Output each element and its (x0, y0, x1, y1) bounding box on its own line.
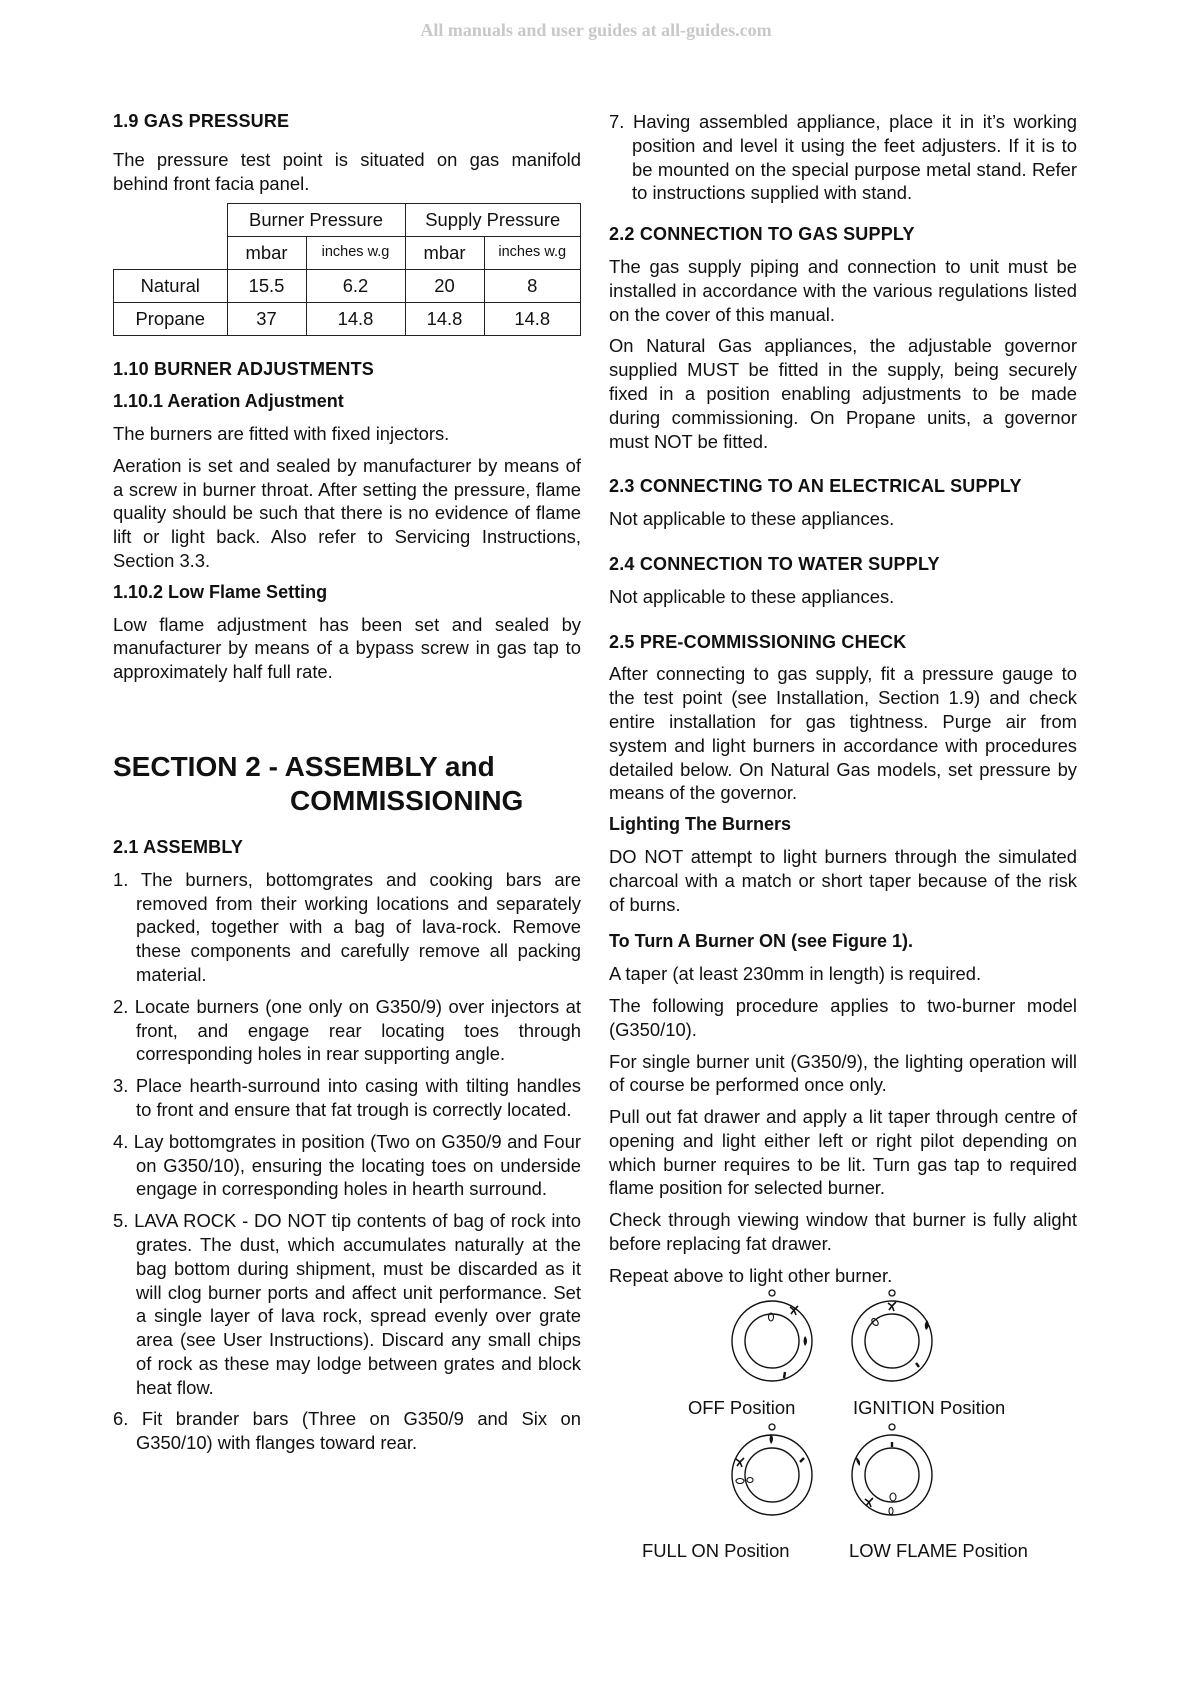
assembly-heading: 2.1 ASSEMBLY (113, 836, 244, 857)
turn-on-paragraph: Check through viewing window that burner is fully alight before replacing fat drawer. (609, 1209, 1077, 1255)
right-column (609, 110, 1077, 1578)
table-group-header-row (114, 204, 581, 237)
precommissioning-heading: 2.5 PRE-COMMISSIONING CHECK (609, 631, 907, 652)
electrical-heading: 2.3 CONNECTING TO AN ELECTRICAL SUPPLY (609, 476, 1022, 497)
section-title-line: COMMISSIONING (290, 784, 524, 816)
gas-supply-paragraph: The gas supply piping and connection to unit must be installed in accordance with the various regulations listed on the cover of this manual. (609, 255, 1077, 325)
aeration-paragraph: Aeration is set and sealed by manufacturer by means of a screw in burner throat. After setting the pressure, flame quality should be such that there is no evidence of flame lift or light back. Also refer to Servicing Instructions, Section 3.3. (113, 454, 581, 571)
full-on-position-label: FULL ON Position (642, 1539, 790, 1561)
list-item: 7. Having assembled appliance, place it in it’s working position and level it using the feet adjusters. If it is to be mounted on the special purpose metal stand. Refer to instructions supplied with stand. (609, 111, 1077, 204)
table-cell: 14.8 (484, 303, 581, 336)
ignition-position-label: IGNITION Position (853, 1396, 1006, 1418)
gas-supply-paragraph: On Natural Gas appliances, the adjustable governor supplied MUST be fitted in the supply, being securely fixed in a position enabling adjustments to be made during commissioning. On Propane units, a governor must NOT be fitted. (609, 335, 1077, 452)
table-cell: 14.8 (405, 303, 484, 336)
turn-on-paragraph: A taper (at least 230mm in length) is required. (609, 963, 982, 985)
electrical-paragraph: Not applicable to these appliances. (609, 508, 895, 530)
ignition-position-knob-icon (847, 1288, 937, 1384)
gas-type-cell: Propane (114, 303, 228, 336)
low-flame-paragraph: Low flame adjustment has been set and sealed by manufacturer by means of a bypass screw in gas tap to approximately half full rate. (113, 613, 581, 683)
full-on-position-knob-icon (727, 1422, 817, 1518)
list-item: 3. Place hearth-surround into casing with tilting handles to front and ensure that fat trough is correctly located. (113, 1075, 581, 1120)
gas-supply-heading: 2.2 CONNECTION TO GAS SUPPLY (609, 224, 915, 245)
section-title-line: SECTION 2 - ASSEMBLY and (113, 750, 495, 782)
table-unit-header-row (114, 237, 581, 270)
list-item: 5. LAVA ROCK - DO NOT tip contents of bag of rock into grates. The dust, which accumulates naturally at the bag bottom during shipment, must be discarded as it will clog burner ports and affect unit performance. Set a single layer of lava rock, spread evenly over grate area (see User Instructions). Discard any small chips of rock as these may lodge between grates and block heat flow. (113, 1210, 581, 1398)
assembly-steps (113, 868, 581, 1455)
table-cell: 15.5 (227, 270, 306, 303)
list-item: 6. Fit brander bars (Three on G350/9 and Six on G350/10) with flanges toward rear. (113, 1408, 581, 1454)
low-flame-position-knob-icon (847, 1422, 937, 1518)
watermark: All manuals and user guides at all-guides.com (420, 20, 772, 40)
low-flame-heading: 1.10.2 Low Flame Setting (113, 581, 328, 602)
off-position-knob-icon (727, 1288, 817, 1384)
unit-header: mbar (227, 237, 306, 270)
turn-on-paragraph: Repeat above to light other burner. (609, 1264, 893, 1286)
aeration-heading: 1.10.1 Aeration Adjustment (113, 391, 344, 412)
table-row (114, 303, 581, 336)
table-corner (114, 237, 228, 270)
burner-pressure-header: Burner Pressure (227, 204, 405, 237)
gas-type-cell: Natural (114, 270, 228, 303)
table-row (114, 270, 581, 303)
unit-header: inches w.g (484, 237, 581, 270)
list-item: 4. Lay bottomgrates in position (Two on G350/9 and Four on G350/10), ensuring the locating toes on underside engage in corresponding holes in hearth surround. (113, 1130, 581, 1200)
supply-pressure-header: Supply Pressure (405, 204, 581, 237)
table-corner (114, 204, 228, 237)
section-title (113, 750, 581, 818)
table-cell: 37 (227, 303, 306, 336)
table-cell: 20 (405, 270, 484, 303)
figure-knob-positions (609, 1288, 1077, 1578)
aeration-paragraph: The burners are fitted with fixed injectors. (113, 422, 450, 444)
turn-on-paragraph: For single burner unit (G350/9), the lighting operation will of course be performed once only. (609, 1050, 1077, 1096)
gas-pressure-heading: 1.9 GAS PRESSURE (113, 111, 290, 131)
assembly-steps-continued (609, 110, 1077, 205)
off-position-label: OFF Position (688, 1396, 796, 1418)
water-paragraph: Not applicable to these appliances. (609, 585, 895, 607)
lighting-paragraph: DO NOT attempt to light burners through the simulated charcoal with a match or short taper because of the risk of burns. (609, 845, 1077, 915)
table-cell: 14.8 (306, 303, 405, 336)
water-heading: 2.4 CONNECTION TO WATER SUPPLY (609, 553, 940, 574)
burner-adjustments-heading: 1.10 BURNER ADJUSTMENTS (113, 359, 374, 380)
turn-on-paragraph: The following procedure applies to two-burner model (G350/10). (609, 994, 1077, 1040)
lighting-heading: Lighting The Burners (609, 814, 791, 835)
list-item: 1. The burners, bottomgrates and cooking bars are removed from their working locations and separately packed, together with a bag of lava-rock. Remove these components and carefully remove all packing material. (113, 868, 581, 985)
low-flame-position-label: LOW FLAME Position (849, 1539, 1028, 1561)
turn-on-heading: To Turn A Burner ON (see Figure 1). (609, 931, 914, 952)
list-item: 2. Locate burners (one only on G350/9) over injectors at front, and engage rear locating toes through corresponding holes in rear supporting angle. (113, 995, 581, 1065)
gas-pressure-intro: The pressure test point is situated on gas manifold behind front facia panel. (113, 148, 581, 194)
unit-header: inches w.g (306, 237, 405, 270)
turn-on-paragraph: Pull out fat drawer and apply a lit taper through centre of opening and light either left or right pilot depending on which burner requires to be lit. Turn gas tap to required flame position for selected burner. (609, 1106, 1077, 1199)
table-cell: 8 (484, 270, 581, 303)
left-column (113, 110, 581, 1463)
gas-pressure-table (113, 203, 581, 336)
precommissioning-paragraph: After connecting to gas supply, fit a pressure gauge to the test point (see Installation, Section 1.9) and check entire installation for gas tightness. Purge air from system and light burners in accordance with procedures detailed below. On Natural Gas models, set pressure by means of the governor. (609, 663, 1077, 804)
table-cell: 6.2 (306, 270, 405, 303)
unit-header: mbar (405, 237, 484, 270)
